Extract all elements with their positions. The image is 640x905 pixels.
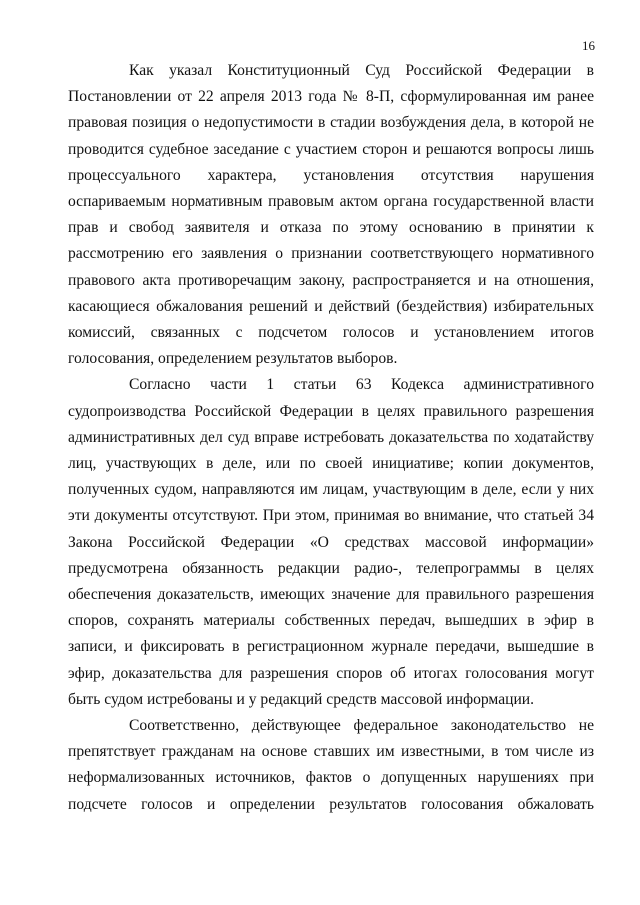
- paragraph-federal-legislation: Соответственно, действующее федеральное законодательство не препятствует гражданам на основе ставших им известными, в том числе из неформализованных источников, фактов о допущенных нарушениях при подсчете голосов и определении результатов голосования обжаловать: [68, 717, 594, 813]
- paragraph-evidence-request: Согласно части 1 статьи 63 Кодекса административного судопроизводства Российской Федерации в целях правильного разрешения административных дел суд вправе истребовать доказательства по ходатайству лиц, участвующих в деле, или по своей инициативе; копии документов, полученных судом, направляются им лицам, участвующим в деле, если у них эти документы отсутствуют. При этом, принимая во внимание, что статьей 34 Закона Российской Федерации «О средствах массовой информации» предусмотрена обязанность редакции радио-, телепрограммы в целях обеспечения доказательств, имеющих значение для правильного разрешения споров, сохранять материалы собственных передач, вышедших в эфир в записи, и фиксировать в регистрационном журнале передачи, вышедшие в эфир, доказательства для разрешения споров об итогах голосования могут быть судом истребованы и у редакций средств массовой информации.: [68, 376, 594, 708]
- page-number: 16: [582, 38, 595, 53]
- document-body: [68, 58, 594, 818]
- paragraph-constitutional-court: Как указал Конституционный Суд Российской Федерации в Постановлении от 22 апреля 2013 года № 8-П, сформулированная им ранее правовая позиция о недопустимости в стадии возбуждения дела, в которой не проводится судебное заседание с участием сторон и решаются вопросы лишь процессуального характера, установления отсутствия нарушения оспариваемым нормативным правовым актом органа государственной власти прав и свобод заявителя и отказа по этому основанию в принятии к рассмотрению его заявления о признании соответствующего нормативного правового акта противоречащим закону, распространяется и на отношения, касающиеся обжалования решений и действий (бездействия) избирательных комиссий, связанных с подсчетом голосов и установлением итогов голосования, определением результатов выборов.: [68, 62, 594, 368]
